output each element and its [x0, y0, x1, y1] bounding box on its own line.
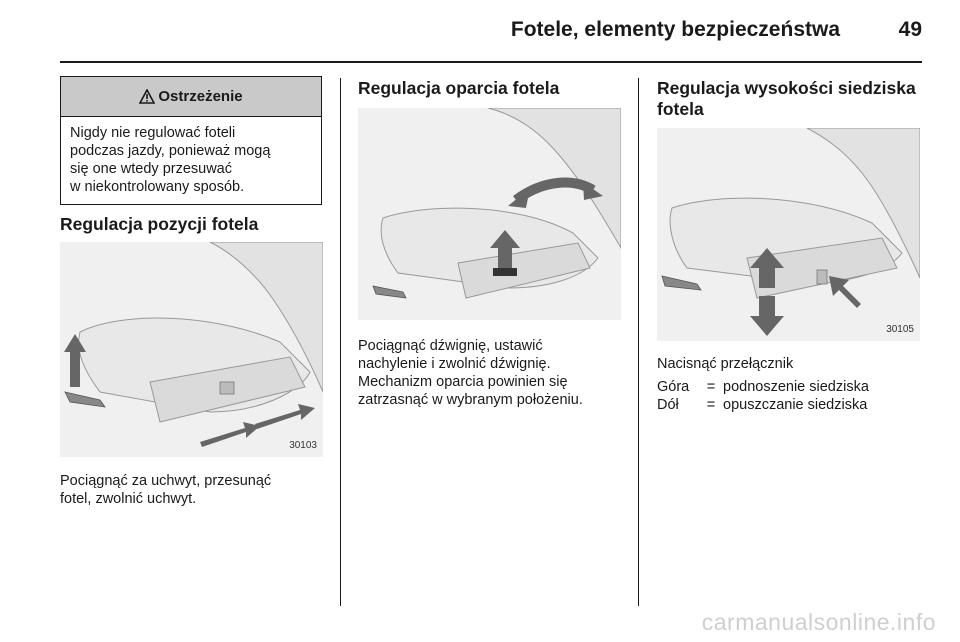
warning-line: podczas jazdy, ponieważ mogą	[70, 143, 271, 159]
definition-list	[657, 378, 869, 414]
figure-seat-position	[60, 242, 323, 457]
definition-term: Dół	[657, 397, 679, 413]
definition-equals: =	[706, 379, 716, 395]
heading-backrest: Regulacja oparcia fotela	[358, 78, 560, 98]
warning-line: się one wtedy przesuwać	[70, 161, 232, 177]
instruction-backrest	[358, 337, 583, 409]
heading-line: fotela	[657, 99, 704, 119]
heading-seat-height	[657, 78, 916, 120]
heading-line: Regulacja wysokości siedziska	[657, 78, 916, 98]
seat-illustration	[60, 242, 323, 457]
text-line: fotel, zwolnić uchwyt.	[60, 491, 197, 507]
instruction-seat-position	[60, 472, 271, 508]
page-header-title: Fotele, elementy bezpieczeństwa	[510, 18, 840, 41]
definition-equals: =	[706, 397, 716, 413]
text-line: nachylenie i zwolnić dźwignię.	[358, 356, 551, 372]
text-line: zatrzasnąć w wybranym położeniu.	[358, 392, 583, 408]
warning-line: Nigdy nie regulować foteli	[70, 125, 236, 141]
figure-seat-height	[657, 128, 920, 341]
column-divider-2	[638, 78, 639, 606]
figure-code: 30105	[886, 324, 914, 335]
definition-term: Góra	[657, 379, 690, 395]
text-line: Pociągnąć dźwignię, ustawić	[358, 338, 543, 354]
figure-code: 30103	[289, 440, 317, 451]
definition-row	[657, 396, 869, 414]
warning-box	[60, 76, 322, 205]
warning-header	[61, 77, 321, 117]
page-number: 49	[898, 18, 922, 41]
warning-triangle-icon	[139, 89, 155, 104]
text-line: Pociągnąć za uchwyt, przesunąć	[60, 473, 272, 489]
instruction-seat-height	[657, 355, 793, 373]
definition-row	[657, 378, 869, 396]
watermark: carmanualsonline.info	[701, 609, 936, 635]
backrest-illustration	[358, 108, 621, 320]
header-divider	[60, 61, 922, 63]
text-line: Mechanizm oparcia powinien się	[358, 374, 568, 390]
definition-description: opuszczanie siedziska	[723, 397, 868, 413]
heading-seat-position: Regulacja pozycji fotela	[60, 214, 259, 234]
warning-line: w niekontrolowany sposób.	[70, 179, 245, 195]
warning-title: Ostrzeżenie	[158, 88, 243, 105]
seat-height-illustration	[657, 128, 920, 341]
text-line: Nacisnąć przełącznik	[657, 356, 794, 372]
figure-backrest	[358, 108, 621, 320]
warning-text	[61, 117, 321, 203]
column-divider-1	[340, 78, 341, 606]
definition-description: podnoszenie siedziska	[723, 379, 869, 395]
